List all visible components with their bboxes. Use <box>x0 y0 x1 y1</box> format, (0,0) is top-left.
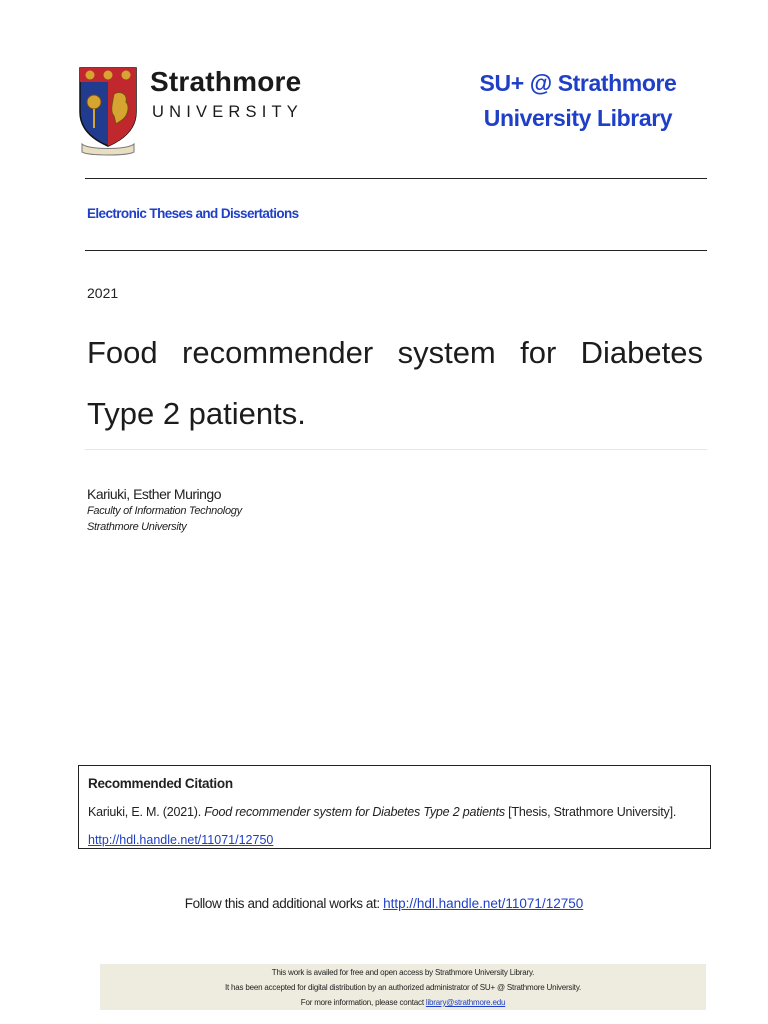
follow-text: Follow this and additional works at: <box>184 896 384 911</box>
citation-text <box>88 805 676 819</box>
author-name: Kariuki, Esther Muringo <box>87 486 222 502</box>
citation-prefix: Kariuki, E. M. (2021). <box>88 805 205 819</box>
footer-line-1: This work is availed for free and open access by Strathmore University Library. <box>271 968 535 977</box>
library-heading <box>470 66 686 136</box>
citation-heading: Recommended Citation <box>88 776 233 791</box>
title-word: Food <box>87 335 158 370</box>
author-university: Strathmore University <box>87 521 187 533</box>
author-faculty: Faculty of Information Technology <box>87 505 242 517</box>
recommended-citation-box <box>78 765 711 849</box>
citation-suffix: [Thesis, Strathmore University]. <box>504 805 677 819</box>
footer-contact-text: For more information, please contact <box>300 998 426 1007</box>
footer-notice <box>100 964 706 1010</box>
library-heading-line2: University Library <box>483 105 673 131</box>
citation-title: Food recommender system for Diabetes Type 2 patients <box>204 805 505 819</box>
title-word: for <box>520 335 557 370</box>
follow-line <box>0 896 768 911</box>
brand-subtitle: UNIVERSITY <box>152 103 304 121</box>
footer-line-2: It has been accepted for digital distribution by an authorized administrator of SU+ @ Strathmore University. <box>224 983 582 992</box>
collection-divider <box>85 250 707 251</box>
document-title <box>87 322 703 444</box>
footer-email-link[interactable]: library@strathmore.edu <box>425 998 506 1007</box>
footer-line-3 <box>100 995 706 1010</box>
title-word: system <box>397 335 496 370</box>
brand-name: Strathmore <box>150 66 302 97</box>
header-divider <box>85 178 707 179</box>
title-word: Diabetes <box>580 335 703 370</box>
collection-link[interactable]: Electronic Theses and Dissertations <box>87 206 299 221</box>
library-heading-line1: SU+ @ Strathmore <box>479 70 677 96</box>
title-divider <box>85 449 707 450</box>
title-line-1 <box>87 322 703 383</box>
follow-handle-link[interactable]: http://hdl.handle.net/11071/12750 <box>383 896 584 911</box>
publication-year: 2021 <box>87 285 119 301</box>
citation-handle-link[interactable]: http://hdl.handle.net/11071/12750 <box>88 833 274 847</box>
title-line-2: Type 2 patients. <box>87 396 306 431</box>
university-crest-icon <box>76 64 140 156</box>
title-word: recommender <box>182 335 374 370</box>
